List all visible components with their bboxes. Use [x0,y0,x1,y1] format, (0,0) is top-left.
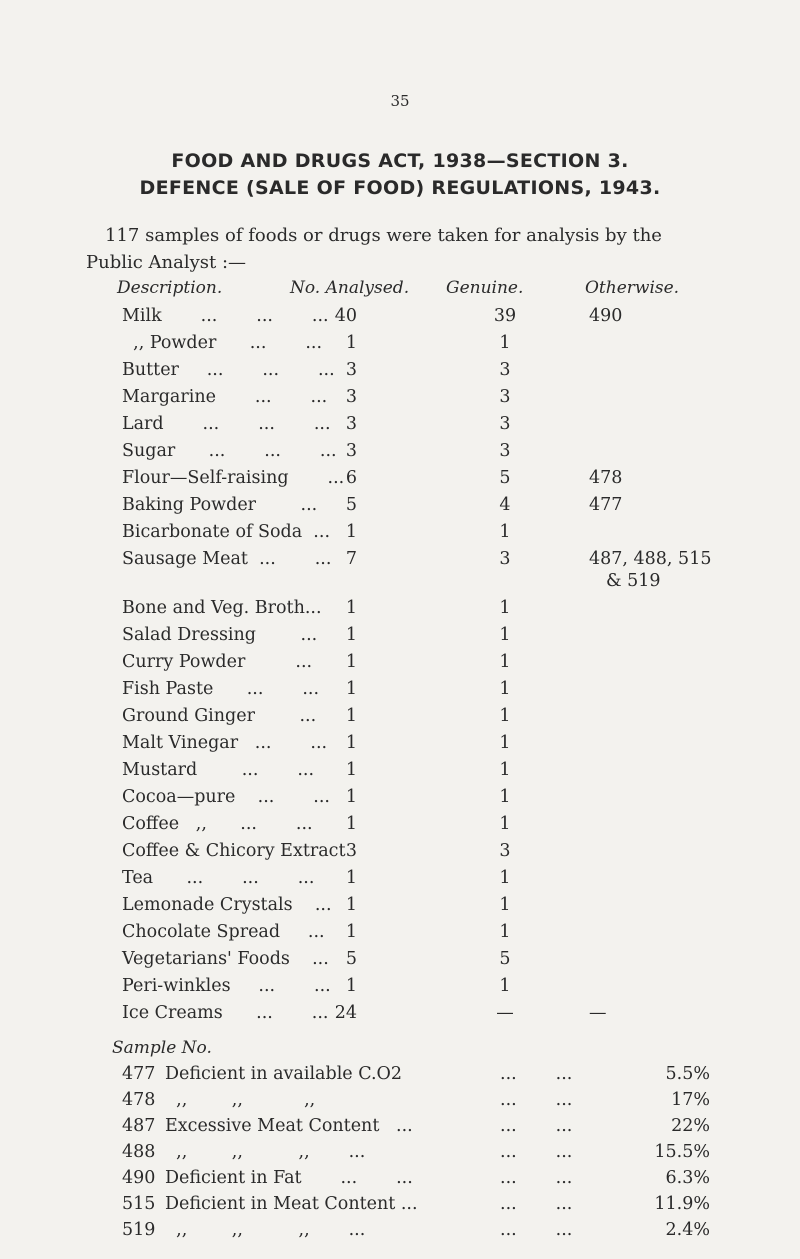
no-analysed-cell: 1 [345,760,357,780]
no-analysed-cell: 7 [345,549,357,569]
table-row [0,625,800,651]
genuine-cell: 1 [499,976,511,996]
sample-leader-dots: ... ... [500,1116,573,1136]
otherwise-cell: 477 [589,495,623,515]
sample-number: 490 [122,1168,156,1188]
intro-paragraph [86,222,705,276]
header-otherwise: Otherwise. [585,278,680,298]
description-cell: Ground Ginger ... [122,706,317,726]
sample-leader-dots: ... ... [500,1090,573,1110]
table-row [0,306,800,332]
otherwise-cell: 487, 488, 515 [589,549,712,569]
genuine-cell: 1 [499,922,511,942]
sample-row [0,1220,800,1246]
sample-description: ,, ,, ,, [165,1090,316,1110]
sample-leader-dots: ... ... [500,1168,573,1188]
intro-line-1: 117 samples of foods or drugs were taken for analysis by the [105,225,662,246]
genuine-cell: 3 [499,387,511,407]
no-analysed-cell: 1 [345,598,357,618]
no-analysed-cell: 1 [345,787,357,807]
intro-line-2: Public Analyst :— [86,252,247,273]
genuine-cell: 1 [499,625,511,645]
header-genuine: Genuine. [446,278,524,298]
sample-description: ,, ,, ,, ... [165,1142,366,1162]
genuine-cell: 3 [499,549,511,569]
sample-leader-dots: ... ... [500,1220,573,1240]
table-row [0,868,800,894]
sample-leader-dots: ... ... [500,1194,573,1214]
no-analysed-cell: 3 [345,841,357,861]
no-analysed-cell: 1 [345,679,357,699]
sample-row [0,1064,800,1090]
table-row [0,814,800,840]
sample-row [0,1116,800,1142]
genuine-cell: 3 [499,360,511,380]
table-row [0,441,800,467]
genuine-cell: 1 [499,652,511,672]
sample-row [0,1142,800,1168]
genuine-cell: 39 [493,306,517,326]
table-row [0,522,800,548]
description-cell: Coffee ,, ... ... [122,814,313,834]
description-cell: Curry Powder ... [122,652,313,672]
no-analysed-cell: 3 [345,387,357,407]
sample-number: 488 [122,1142,156,1162]
sample-number: 515 [122,1194,156,1214]
description-cell: Coffee & Chicory Extract [122,841,346,861]
no-analysed-cell: 1 [345,652,357,672]
page-number: 35 [390,92,410,110]
genuine-cell: 3 [499,414,511,434]
table-row [0,652,800,678]
table-row [0,598,800,624]
genuine-cell: 1 [499,895,511,915]
description-cell: Bicarbonate of Soda ... [122,522,331,542]
description-cell: Margarine ... ... [122,387,328,407]
table-row [0,333,800,359]
description-cell: Vegetarians' Foods ... [122,949,329,969]
otherwise-cell: 478 [589,468,623,488]
no-analysed-cell: 1 [345,625,357,645]
genuine-cell: 5 [499,949,511,969]
table-row [0,360,800,386]
table-row [0,495,800,521]
genuine-cell: 3 [499,841,511,861]
heading-regulations: DEFENCE (SALE OF FOOD) REGULATIONS, 1943. [139,177,661,199]
genuine-cell: 1 [499,333,511,353]
sample-description: Deficient in Meat Content ... [165,1194,418,1214]
table-row [0,841,800,867]
description-cell: Tea ... ... ... [122,868,315,888]
no-analysed-cell: 3 [345,360,357,380]
sample-percentage: 5.5% [665,1064,710,1084]
description-cell: Malt Vinegar ... ... [122,733,328,753]
sample-number: 519 [122,1220,156,1240]
sample-percentage: 2.4% [665,1220,710,1240]
sample-percentage: 6.3% [665,1168,710,1188]
no-analysed-cell: 40 [334,306,357,326]
description-cell: Fish Paste ... ... [122,679,320,699]
description-cell: Salad Dressing ... [122,625,318,645]
genuine-cell: 4 [499,495,511,515]
description-cell: ,, Powder ... ... [122,333,323,353]
sample-row [0,1168,800,1194]
no-analysed-cell: 1 [345,333,357,353]
no-analysed-cell: 1 [345,814,357,834]
no-analysed-cell: 1 [345,522,357,542]
no-analysed-cell: 1 [345,976,357,996]
sample-number: 478 [122,1090,156,1110]
sample-leader-dots: ... ... [500,1064,573,1084]
sample-no-header: Sample No. [112,1038,212,1058]
table-row [0,706,800,732]
sample-row [0,1090,800,1116]
table-row [0,1003,800,1029]
genuine-cell: 1 [499,706,511,726]
genuine-cell: 1 [499,868,511,888]
table-row [0,976,800,1002]
description-cell: Lard ... ... ... [122,414,331,434]
description-cell: Cocoa—pure ... ... [122,787,330,807]
sample-number: 487 [122,1116,156,1136]
description-cell: Ice Creams ... ... [122,1003,329,1023]
table-row [0,949,800,975]
table-row [0,679,800,705]
genuine-cell: 5 [499,468,511,488]
description-cell: Sausage Meat ... ... [122,549,332,569]
no-analysed-cell: 1 [345,706,357,726]
otherwise-cell-continued: & 519 [606,571,661,591]
genuine-cell: 1 [499,522,511,542]
no-analysed-cell: 1 [345,895,357,915]
header-description: Description. [117,278,223,298]
table-row [0,414,800,440]
description-cell: Chocolate Spread ... [122,922,325,942]
sample-row [0,1194,800,1220]
sample-percentage: 15.5% [654,1142,710,1162]
description-cell: Mustard ... ... [122,760,315,780]
no-analysed-cell: 6 [345,468,357,488]
genuine-cell: 3 [499,441,511,461]
genuine-cell: 1 [499,598,511,618]
table-row [0,760,800,786]
otherwise-cell: 490 [589,306,623,326]
genuine-cell: 1 [499,787,511,807]
no-analysed-cell: 1 [345,922,357,942]
description-cell: Sugar ... ... ... [122,441,337,461]
no-analysed-cell: 24 [334,1003,357,1023]
sample-leader-dots: ... ... [500,1142,573,1162]
no-analysed-cell: 1 [345,733,357,753]
no-analysed-cell: 5 [345,949,357,969]
genuine-cell: — [496,1003,514,1023]
sample-percentage: 22% [671,1116,710,1136]
description-cell: Lemonade Crystals ... [122,895,332,915]
sample-description: Excessive Meat Content ... [165,1116,413,1136]
header-no-analysed: No. Analysed. [290,278,410,298]
sample-number: 477 [122,1064,156,1084]
sample-description: ,, ,, ,, ... [165,1220,366,1240]
table-row [0,468,800,494]
table-row [0,387,800,413]
table-row [0,787,800,813]
description-cell: Flour—Self-raising ... [122,468,345,488]
no-analysed-cell: 3 [345,441,357,461]
genuine-cell: 1 [499,679,511,699]
sample-percentage: 11.9% [654,1194,710,1214]
sample-description: Deficient in Fat ... ... [165,1168,413,1188]
description-cell: Peri-winkles ... ... [122,976,331,996]
sample-percentage: 17% [671,1090,710,1110]
sample-description: Deficient in available C.O2 [165,1064,403,1084]
otherwise-cell: — [589,1003,607,1023]
table-row [0,733,800,759]
description-cell: Baking Powder ... [122,495,318,515]
genuine-cell: 1 [499,760,511,780]
no-analysed-cell: 5 [345,495,357,515]
genuine-cell: 1 [499,733,511,753]
heading-act: FOOD AND DRUGS ACT, 1938—SECTION 3. [171,150,629,172]
table-row [0,895,800,921]
table-row [0,549,800,591]
description-cell: Bone and Veg. Broth... [122,598,322,618]
no-analysed-cell: 1 [345,868,357,888]
table-row [0,922,800,948]
description-cell: Butter ... ... ... [122,360,335,380]
no-analysed-cell: 3 [345,414,357,434]
description-cell: Milk ... ... ... [122,306,329,326]
genuine-cell: 1 [499,814,511,834]
